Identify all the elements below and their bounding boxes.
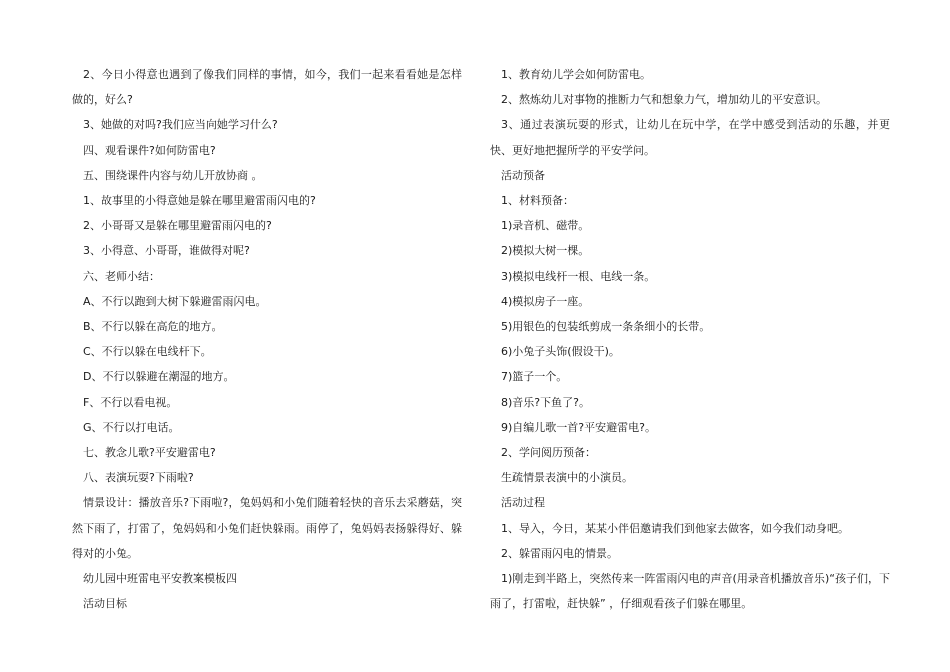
paragraph: 活动目标 (83, 597, 127, 611)
paragraph: 八、表演玩耍?下雨啦? (83, 471, 194, 485)
paragraph: 6)小兔子头饰(假设干)。 (501, 345, 620, 359)
right-column (490, 62, 890, 616)
paragraph: 2、学问阅历预备： (501, 446, 596, 460)
paragraph: 1、教育幼儿学会如何防雷电。 (501, 68, 651, 81)
paragraph: A、不行以跑到大树下躲避雷雨闪电。 (83, 294, 267, 308)
paragraph: 2、小哥哥又是躲在哪里避雷雨闪电的? (83, 219, 272, 233)
paragraph: B、不行以躲在高危的地方。 (83, 320, 223, 334)
paragraph: 七、教念儿歌?平安避雷电? (83, 446, 216, 460)
paragraph: 1)录音机、磁带。 (501, 219, 590, 233)
paragraph: 2、熬炼幼儿对事物的推断力气和想象力气，增加幼儿的平安意识。 (501, 93, 827, 107)
paragraph: 五、围绕课件内容与幼儿开放协商 。 (83, 168, 263, 182)
paragraph: 2、躲雷雨闪电的情景。 (501, 546, 618, 560)
paragraph: 7)篮子一个。 (501, 370, 568, 384)
paragraph: 3、通过表演玩耍的形式，让幼儿在玩中学，在学中感受到活动的乐趣，并更快、更好地把握所学的平安学问。 (490, 118, 890, 157)
paragraph: 1、材料预备： (501, 194, 574, 208)
left-column (72, 62, 462, 616)
paragraph: G、不行以打电话。 (83, 420, 180, 434)
paragraph: C、不行以躲在电线杆下。 (83, 345, 212, 359)
paragraph: 1、故事里的小得意她是躲在哪里避雷雨闪电的? (83, 194, 316, 208)
paragraph: 2)模拟大树一棵。 (501, 244, 590, 258)
paragraph: F、不行以看电视。 (83, 395, 178, 409)
paragraph: 四、观看课件?如何防雷电? (83, 143, 216, 157)
paragraph: 1)刚走到半路上，突然传来一阵雷雨闪电的声音(用录音机播放音乐)“孩子们，下雨了，打雷啦，赶快躲” ，仔细观看孩子们躲在哪里。 (490, 572, 890, 611)
paragraph: 六、老师小结： (83, 269, 160, 283)
section-heading: 幼儿园中班雷电平安教案模板四 (83, 572, 237, 586)
paragraph: 3、小得意、小哥哥，谁做得对呢? (83, 244, 250, 258)
paragraph: 活动过程 (501, 496, 545, 510)
paragraph: D、不行以躲避在潮湿的地方。 (83, 370, 235, 384)
paragraph: 4)模拟房子一座。 (501, 294, 590, 308)
paragraph: 情景设计：播放音乐?下雨啦?，兔妈妈和小兔们随着轻快的音乐去采蘑菇，突然下雨了，打雷了，兔妈妈和小兔们赶快躲雨。雨停了，兔妈妈表扬躲得好、躲得对的小兔。 (72, 496, 462, 560)
paragraph: 5)用银色的包装纸剪成一条条细小的长带。 (501, 320, 711, 334)
paragraph: 1、导入，今日，某某小伴侣邀请我们到他家去做客，如今我们动身吧。 (501, 521, 849, 535)
paragraph: 活动预备 (501, 168, 545, 182)
paragraph: 生疏情景表演中的小演员。 (501, 471, 633, 485)
paragraph: 3)模拟电线杆一根、电线一条。 (501, 269, 656, 283)
paragraph: 2、今日小得意也遇到了像我们同样的事情，如今，我们一起来看看她是怎样做的，好么? (72, 68, 462, 107)
paragraph: 8)音乐?下鱼了?。 (501, 395, 590, 409)
paragraph: 9)自编儿歌一首?平安避雷电?。 (501, 420, 656, 434)
paragraph: 3、她做的对吗?我们应当向她学习什么? (83, 118, 278, 132)
